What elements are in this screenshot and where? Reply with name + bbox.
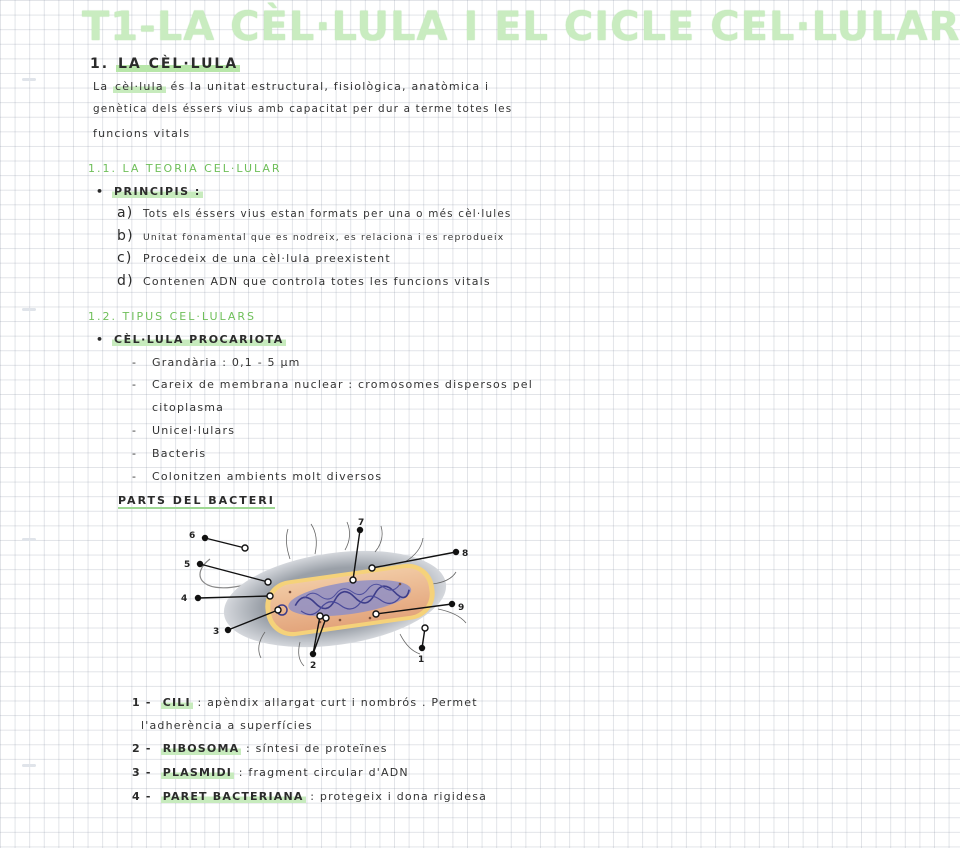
definition-text: : apèndix allargat curt i nombrós . Permet [197,696,478,709]
definition-number: 3 - [132,766,152,779]
definition-number: 4 - [132,790,152,803]
diagram-label-8: 8 [462,549,469,559]
definition-term: PARET BACTERIANA [162,790,304,803]
definition-text: : fragment circular d'ADN [238,766,409,779]
principi-b [117,228,504,244]
definition-text: : protegeix i dona rigidesa [310,790,488,803]
diagram-label-9: 9 [458,603,465,613]
principis-label: • PRINCIPIS : [96,185,201,198]
bacterium-diagram [170,514,480,674]
principi-text: Contenen ADN que controla totes les funcions vitals [143,275,491,288]
diagram-label-6: 6 [189,531,196,541]
section-1-heading [90,56,240,72]
definition-number: 1 - [132,696,152,709]
intro-line-1 [93,80,489,93]
procariota-item: - Colonitzen ambients molt diversos [132,470,383,483]
principi-c [117,250,391,266]
principi-d [117,273,491,289]
principis-text: PRINCIPIS : [114,185,201,198]
diagram-label-5: 5 [184,560,191,570]
definition-3 [132,766,409,779]
diagram-label-7: 7 [358,518,365,528]
section-number: 1. [90,56,110,72]
page-title: T1-LA CÈL·LULA I EL CICLE CEL·LULAR [82,4,960,50]
procariota-item: - Careix de membrana nuclear : cromosomes dispersos pel [132,378,534,391]
section-1-2-heading: 1.2. TIPUS CEL·LULARS [88,310,257,323]
procariota-item-text: Careix de membrana nuclear : cromosomes dispersos pel [152,378,534,391]
principi-text: Procedeix de una cèl·lula preexistent [143,252,391,265]
principi-text: Tots els éssers vius estan formats per una o més cèl·lules [143,208,512,220]
principi-letter: c) [117,250,133,266]
diagram-label-2: 2 [310,661,317,671]
principi-letter: d) [117,273,134,289]
principi-letter: b) [117,228,134,244]
definition-1 [132,696,478,709]
diagram-label-4: 4 [181,594,188,604]
definition-2 [132,742,388,755]
intro-line1-rest: és la unitat estructural, fisiològica, anatòmica i [170,80,490,93]
definition-term: CILI [162,696,191,709]
procariota-item: - Bacteris [132,447,207,460]
definition-4 [132,790,487,803]
procariota-item-text: Unicel·lulars [152,424,236,437]
procariota-item-text: Colonitzen ambients molt diversos [152,470,383,483]
procariota-item: - Grandària : 0,1 - 5 μm [132,356,301,369]
intro-term: cèl·lula [114,80,164,93]
definition-text: : síntesi de proteïnes [246,742,388,755]
procariota-item: - Unicel·lulars [132,424,236,437]
intro-prefix: La [93,80,109,93]
section-1-1-heading: 1.1. LA TEORIA CEL·LULAR [88,162,282,175]
definition-number: 2 - [132,742,152,755]
diagram-label-1: 1 [418,655,425,665]
intro-line-3: funcions vitals [93,127,191,140]
procariota-label: • CÈL·LULA PROCARIOTA [96,333,284,346]
definition-1-continued: l'adherència a superfícies [141,719,313,732]
procariota-item-continued: citoplasma [152,401,225,414]
section-title: LA CÈL·LULA [117,56,239,72]
parts-heading [118,494,275,507]
principi-letter: a) [117,205,134,221]
principi-text: Unitat fonamental que es nodreix, es relaciona i es reprodueix [143,232,505,243]
procariota-text: CÈL·LULA PROCARIOTA [114,333,284,346]
parts-heading-text: PARTS DEL BACTERI [118,494,275,507]
principi-a [117,205,512,221]
procariota-item-text: Bacteris [152,447,207,460]
procariota-item-text: Grandària : 0,1 - 5 μm [152,356,301,369]
intro-line-2: genètica dels éssers vius amb capacitat per dur a terme totes les [93,103,513,115]
diagram-label-3: 3 [213,627,220,637]
definition-term: RIBOSOMA [162,742,240,755]
definition-term: PLASMIDI [162,766,233,779]
